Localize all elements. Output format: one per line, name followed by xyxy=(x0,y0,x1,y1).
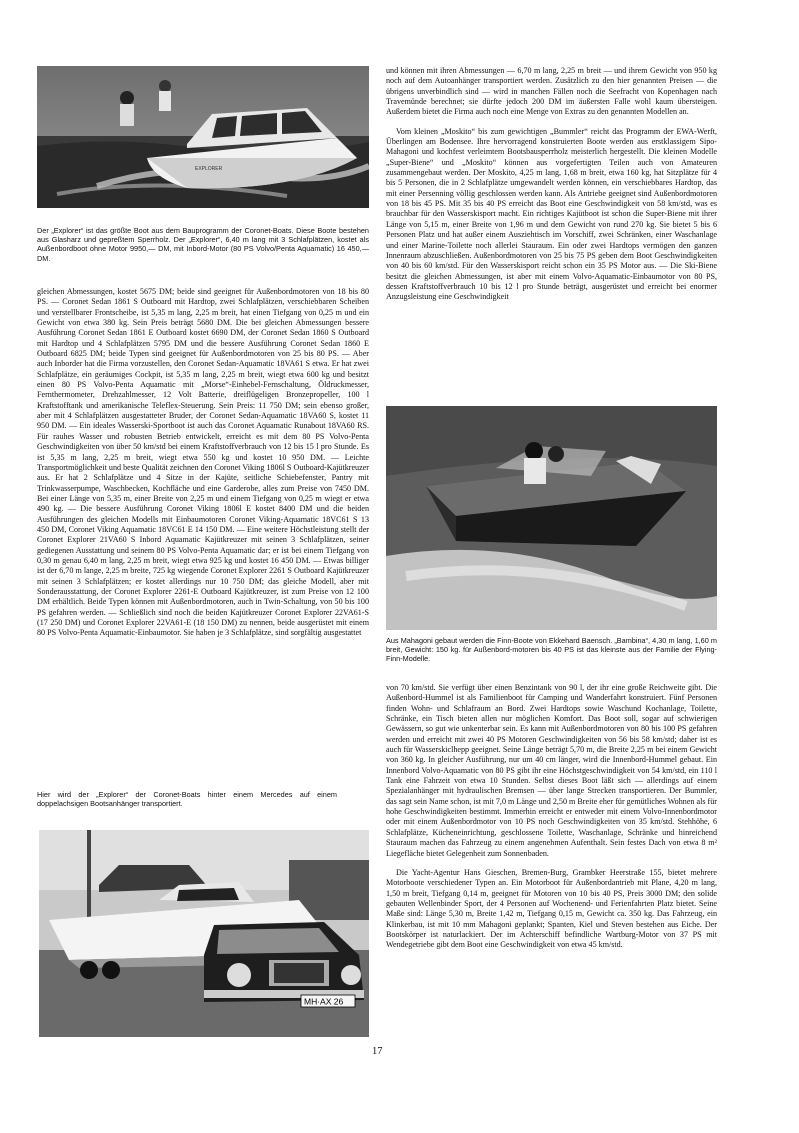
photo-mercedes-trailer xyxy=(39,830,369,1037)
license-plate: MH·AX 26 xyxy=(304,996,344,1007)
right-column-bottom-text xyxy=(386,683,717,951)
caption-mercedes: Hier wird der „Explorer“ der Coronet-Boats hinter einem Mercedes auf einem doppelachsigen Bootsanhänger transportiert. xyxy=(37,790,337,809)
caption-finn: Aus Mahagoni gebaut werden die Finn-Boote von Ekkehard Baensch. „Bambina“, 4,30 m lang, 1,60 m breit, Gewicht: 150 kg. für Außenbord-motoren bis 40 PS ist das kleinste aus der Familie der Flying-Finn-Modelle. xyxy=(386,636,717,664)
paragraph: gleichen Abmessungen, kostet 5675 DM; beide sind geeignet für Außenbordmotoren von 18 bis 80 PS. — Coronet Sedan 1861 S Outboard mit Hardtop, zwei Schlafplätzen, verschiebbaren Scheiben und verstellbarer Frontscheibe, ist 5,35 m lang, 2,25 m breit, hat einen Tiefgang von 0,25 m und ein Gewicht von etwa 380 kg. Sein Preis beträgt 5680 DM. Die bei gleichen Abmessungen bessere Ausführung Coronet Sedan 1861 E Outboard kostet 6690 DM, der Coronet Sedan 1860 S Outboard mit Hardtop und 4 Schlafplätzen 5795 DM und die bessere Ausführung Coronet Sedan 1860 E Outboard 6825 DM; beide Typen sind geeignet für Außenbordmotoren von 25 bis 80 PS. — Aber auch Inborder hat die Firma vorzustellen, den Coronet Sedan-Aquamatic 18VA61 S etwa. Er hat zwei Schlafplätze, ein geräumiges Cockpit, ist 5,35 m lang, 2,25 m breit, wiegt etwa 600 kg und besitzt einen 80 PS Volvo-Penta Aquamatic mit „Morse“-Einhebel-Fernschaltung, Öldruckmesser, Fernthermometer, Drehzahlmesser, 12 Volt Batterie, dreiflügeligen Bronzepropeller, 100 l Kraftstofftank und amerikanische Teleflex-Steuerung. Sein Preis: 11 750 DM; sein ebenso großer, aber mit 4 Schlafplätzen ausgestatteter Bruder, der Coronet Sedan-Aquamatic 18VA60 S, kostet 11 950 DM. — Ein ideales Wasserski-Sportboot ist auch das Coronet Aquamatic Runabout 18VA60 RS. Für rauhes Wasser und robusten Betrieb entwickelt, erreicht es mit dem 80 PS Volvo-Penta Geschwindigkeiten von über 50 km/std bei einem Kraftstoffverbrauch von 12 bis 15 l pro Stunde. Es ist 5,35 m lang, 2,25 m breit, wiegt etwa 550 kg und kostet 10 950 DM. — Leichte Transportmöglichkeit und beste Qualität zeichnen den Coronet Viking 1806l S Outboard-Kajütkreuzer aus. Er hat 2 Schlafplätze und 4 Sitze in der Kajüte, seitliche Schiebefenster, Pantry mit Trinkwasserpumpe, Waschbecken, Kochfläche und eine Garderobe, alles zum Preise von 7450 DM. Bei einer Länge von 5,35 m, einer Breite von 2,25 m und einem Tiefgang von 0,25 m wiegt er etwa 490 kg. — Die bessere Ausführung Coronet Viking 1806l E kostet 8400 DM und die beiden Ausführungen des gleichen Modells mit Einbaumotoren Coronet Viking-Aquamatic 18VC61 S 13 450 DM, Coronet Viking Aquamatic 18VC61 E 14 150 DM. — Eine weitere Höchstleistung stellt der Coronet Explorer 21VA60 S Inbord Aquamatic Kajütkreuzer mit seinen 3 Schlafplätzen, seiner gediegenen Ausstattung und seinem 80 PS Volvo-Penta Aquamatic dar; er ist bei einem Tiefgang von 0,30 m genau 6,40 m lang, 2,25 m breit, wiegt etwa 925 kg und kostet 16 450 DM. — Etwas billiger ist der 6,70 m lange, 2,25 m breite, 725 kg wiegende Coronet Explorer 2261 S Outboard Kajütkreuzer mit seinen 3 Schlafplätzen; er kostet allerdings nur 10 750 DM; das gleiche Modell, aber mit Sonderausstattung, der Coronet Explorer 2261-E Outboard Kajütkreuzer, ist zum Preise von 12 100 DM erhältlich. Beide Typen können mit Außenbordmotoren, auch in Twin-Schaltung, von 50 bis 100 PS gefahren werden. — Schließlich sind noch die beiden Kajütkreuzer Coronet Explorer 22VA61-S (17 250 DM) und Coronet Explorer 22VA61-E (18 150 DM) zu nennen, beide ausgerüstet mit einem 80 PS Volvo-Penta Aquamatic-Einbaumotor. Sie haben je 3 Schlafplätze, sind sorgfältig ausgestattet xyxy=(37,287,369,638)
page-number: 17 xyxy=(372,1046,383,1057)
paragraph: Vom kleinen „Moskito“ bis zum gewichtigen „Bummler“ reicht das Programm der EWA-Werft, Überlingen am Bodensee. Ihre hervorragend konstruierten Boote werden aus erstklassigem Sipo-Mahagoni und kochfest verleimtem Bootsbausperrholz meisterlich hergestellt. Die kleinen Modelle „Super-Biene“ und „Moskito“ können aus vorgefertigten Teilen auch von Amateuren zusammengebaut werden. Der Moskito, 4,25 m lang, 1,68 m breit, etwa 160 kg, hat Sitzplätze für 4 bis 5 Personen, die in 2 Schlafplätze umgewandelt werden können, ein verschiebbares Hardtop, das mit einer Persenning völlig geschlossen werden kann. Als Antriebe geeignet sind Außenbordmotoren von 18 bis 45 PS. Mit 35 bis 40 PS erreicht das Boot eine Geschwindigkeit von 58 km/std, was es brauchbar für den Wasserskisport macht. Ein richtiges Kajütboot ist schon die Super-Biene mit ihrer Länge von 5,15 m, einer Breite von 1,96 m und dem Gewicht von rund 270 kg. Sie bietet 5 bis 6 Personen Platz und hat außer einem Ausziehtisch im Vorschiff, zwei Schränken, einer Waschanlage und einer Marine-Toilette noch allerlei Stauraum. Ein oder zwei Hardtops vermögen den ganzen Innenraum abzuschließen. Außenbordmotoren von 25 bis 75 PS geben dem Boot Geschwindigkeiten von 40 bis 60 km/std. Für den Wasserskisport reicht schon ein 35 PS Motor aus. — Die Ski-Biene besitzt die gleichen Abmessungen, ist aber mit einem Volvo-Aquamatic-Einbaumotor von 80 PS, dessen Kraftstoffverbrauch 10 bis 12 l pro Stunde beträgt, ausgerüstet und erreicht bei enormer Anzugsleistung eine Geschwindigkeit xyxy=(386,126,717,302)
photo-explorer-boat xyxy=(37,66,369,208)
paragraph: und können mit ihren Abmessungen — 6,70 m lang, 2,25 m breit — und ihrem Gewicht von 950 kg noch auf dem Autoanhänger transportiert werden. Zusätzlich zu den hier genannten Preisen — die übrigens unverbindlich sind — wird in manchen Fällen noch die Seefracht von Kopenhagen nach Travemünde berechnet; sie dürfte jedoch 200 DM im äußersten Falle wohl kaum übersteigen. Außerdem bietet die Firma auch noch eine Menge von Extras zu den genannten Modellen an. xyxy=(386,66,717,117)
boat-name-label: EXPLORER xyxy=(195,166,223,172)
left-column-text xyxy=(37,287,369,639)
caption-explorer: Der „Explorer“ ist das größte Boot aus dem Bauprogramm der Coronet-Boats. Diese Boote bestehen aus Glasharz und gepreßtem Sperrholz. Der „Explorer“, 6,40 m lang mit 3 Schlafplätzen, kostet als Außenbordboot ohne Motor 9950,— DM, mit Inbord-Motor (80 PS Volvo/Penta Aquamatic) 16 450,— DM. xyxy=(37,226,369,263)
photo-finn-boat xyxy=(386,406,717,630)
paragraph: von 70 km/std. Sie verfügt über einen Benzintank von 90 l, der ihr eine große Reichweite gibt. Die Außenbord-Hummel ist als Familienboot für Camping und Wanderfahrt konstruiert. Fünf Personen finden Wohn- und Schlafraum an Bord. Zwei Hardtops sowie Waschund Kochanlage, Toilette, Schränke, ein Tisch bieten allen nur möglichen Komfort. Das Boot soll, sogar auf schwierigen Gewässern, so gut wie unkenterbar sein. Es kann mit Außenbordmotoren von 80 bis 100 PS gefahren werden und erreicht mit zwei 40 PS Motoren Geschwindigkeiten von 56 bis 58 km/std; daher ist es auch für Wasserskiclhepp geeignet. Seine Länge beträgt 5,70 m, die Breite 2,25 m bei einem Gewicht von 360 kg. In gleicher Ausführung, nur um 40 cm länger, wird die Innenbord-Hummel gebaut. Ein Innenbord Volvo-Aquamatic von 80 PS gibt ihr eine Höchstgeschwindigkeit von 54 km/std, ein 110 l Tank eine Fahrzeit von etwa 10 Stunden. Selbst dieses Boot läßt sich — allerdings auf einem Spezialanhänger mit hydraulischen Bremsen — über lange Strecken transportieren. Der Bummler, das sagt sein Name schon, ist mit 7,0 m Länge und 2,50 m Breite eher für gemütliches Wohnen als für hohe Geschwindigkeiten bestimmt. Immerhin erreicht er entweder mit einem Volvo-Innenbordmotor oder mit einem Außenbordmotor von 10 PS noch Geschwindigkeiten von 35 km/std. Stehhöhe, 6 Schlafplätze, Kücheneinrichtung, geschlossene Toilette, Waschanlage, Schränke und hinreichend Stauraum machen das Fahrzeug zu einem angenehmen Aufenthalt. Sein festes Dach von etwa 8 m² Liegefläche bietet Gelegenheit zum Sonnenbaden. xyxy=(386,683,717,858)
paragraph: Die Yacht-Agentur Hans Gieschen, Bremen-Burg, Grambker Heerstraße 155, bietet mehrere Motorboote verschiedener Typen an. Ein Motorboot für Außenbordantrieb mit Plane, 4,20 m lang, 1,50 m breit, Tiefgang 0,14 m, geeignet für Motoren von 10 bis 40 PS, Preis 3000 DM; den solide gebauten Wellenbinder Sport, der 4 Personen auf Wochenend- und Ferienfahrten Platz bietet. Seine Maße sind: Länge 5,30 m, Breite 1,42 m, Tiefgang 0,15 m, Gewicht ca. 350 kg. Das Fahrzeug, ein Klinkerbau, ist mit 10 mm Mahagoni geplankt; Spanten, Kiel und Steven bestehen aus Eiche. Der Bootskörper ist naturlackiert. Der im Achterschiff befindliche Wartburg-Motor von 37 PS mit Wendegetriebe gibt dem Boot eine Geschwindigkeit von etwa 45 km/std. xyxy=(386,867,717,950)
right-column-top-text xyxy=(386,66,717,303)
